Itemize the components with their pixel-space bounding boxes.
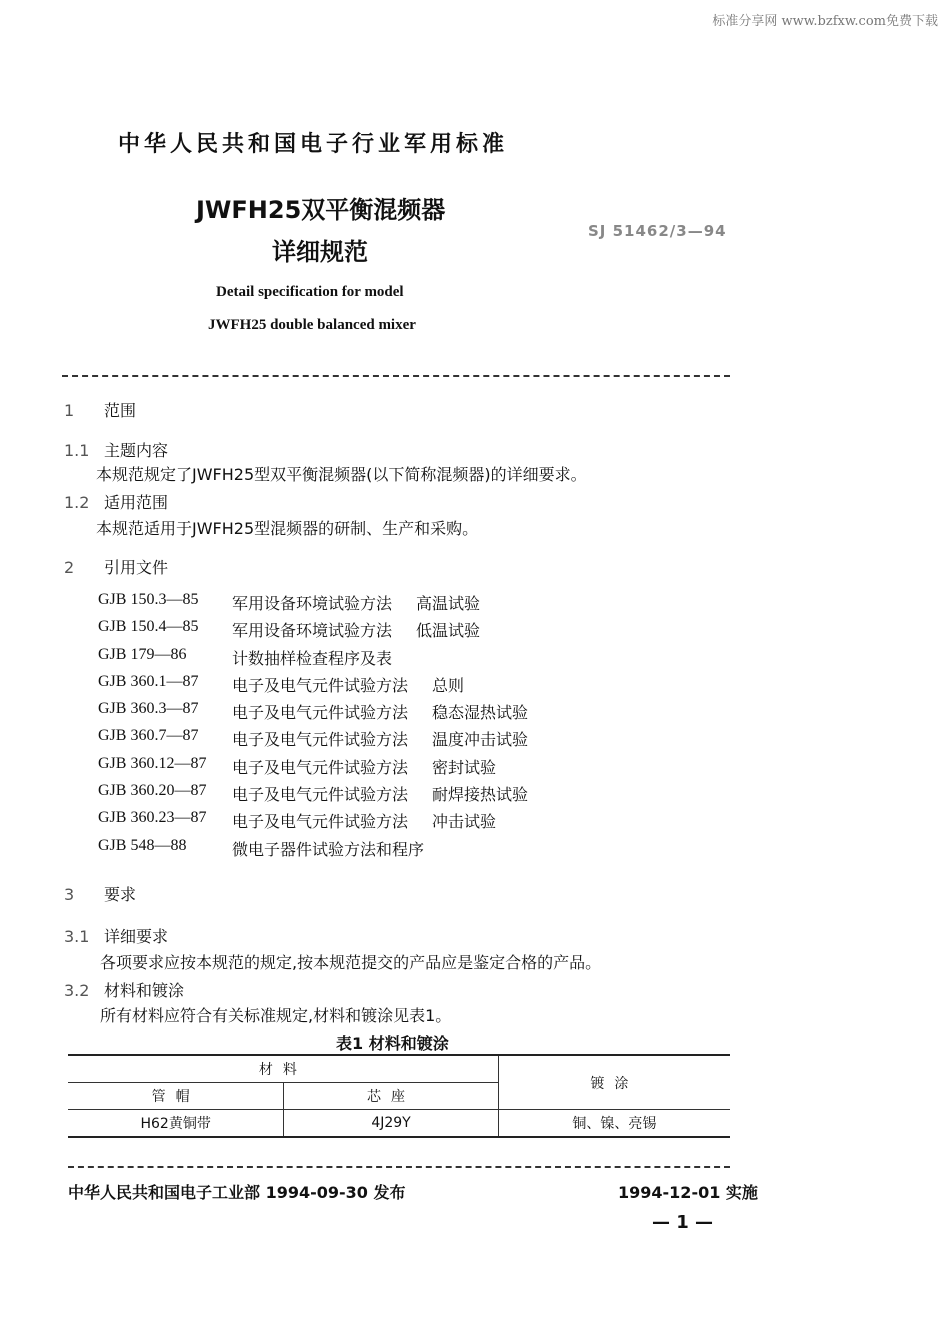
table-cell-cap: H62黄铜带 bbox=[68, 1110, 284, 1138]
reference-code: GJB 360.3—87 bbox=[98, 700, 199, 717]
table-header-cap: 管帽 bbox=[68, 1083, 284, 1110]
section-1-2-heading bbox=[64, 490, 168, 513]
section-title: 引用文件 bbox=[104, 558, 169, 577]
reference-subtitle: 低温试验 bbox=[416, 621, 481, 640]
table-header-core: 芯座 bbox=[284, 1083, 498, 1110]
section-number: 2 bbox=[64, 558, 75, 577]
section-title: 详细要求 bbox=[104, 927, 169, 946]
reference-code: GJB 360.12—87 bbox=[98, 755, 207, 772]
reference-title: 电子及电气元件试验方法 bbox=[232, 676, 409, 695]
section-number: 1 bbox=[64, 401, 75, 420]
table-row bbox=[68, 1110, 730, 1138]
section-number: 3.1 bbox=[64, 927, 90, 946]
section-1-1-heading bbox=[64, 438, 168, 461]
section-title: 材料和镀涂 bbox=[104, 981, 185, 1000]
section-number: 3.2 bbox=[64, 981, 90, 1000]
issued-date: 中华人民共和国电子工业部 1994-09-30 发布 bbox=[68, 1183, 406, 1202]
section-number: 3 bbox=[64, 885, 75, 904]
section-title: 范围 bbox=[104, 401, 137, 420]
section-title: 主题内容 bbox=[104, 441, 169, 460]
standard-header: 中华人民共和国电子行业军用标准 bbox=[118, 132, 509, 157]
reference-title: 电子及电气元件试验方法 bbox=[232, 703, 409, 722]
reference-code: GJB 360.20—87 bbox=[98, 782, 207, 799]
reference-code: GJB 360.23—87 bbox=[98, 809, 207, 826]
table-header-material: 材料 bbox=[68, 1055, 498, 1083]
title-divider bbox=[62, 375, 730, 377]
table-header-row bbox=[68, 1055, 730, 1083]
section-3-2-text: 所有材料应符合有关标准规定,材料和镀涂见表1。 bbox=[100, 1006, 452, 1025]
table-header-plating: 镀涂 bbox=[498, 1055, 730, 1110]
reference-title: 电子及电气元件试验方法 bbox=[232, 730, 409, 749]
english-title-line1: Detail specification for model bbox=[216, 284, 404, 300]
reference-title: 军用设备环境试验方法 bbox=[232, 594, 393, 613]
reference-subtitle: 密封试验 bbox=[432, 758, 497, 777]
reference-subtitle: 稳态湿热试验 bbox=[432, 703, 529, 722]
reference-code: GJB 360.1—87 bbox=[98, 673, 199, 690]
materials-table bbox=[68, 1054, 730, 1138]
reference-code: GJB 150.4—85 bbox=[98, 618, 199, 635]
english-title-line2: JWFH25 double balanced mixer bbox=[208, 317, 416, 333]
section-3-heading bbox=[64, 882, 136, 905]
section-number: 1.2 bbox=[64, 493, 90, 512]
reference-title: 微电子器件试验方法和程序 bbox=[232, 840, 425, 859]
section-title: 要求 bbox=[104, 885, 137, 904]
section-3-2-heading bbox=[64, 978, 184, 1001]
watermark: 标准分享网 www.bzfxw.com免费下载 bbox=[712, 14, 938, 29]
reference-subtitle: 冲击试验 bbox=[432, 812, 497, 831]
reference-code: GJB 179—86 bbox=[98, 646, 187, 663]
document-title: JWFH25双平衡混频器 bbox=[196, 196, 446, 224]
reference-code: GJB 150.3—85 bbox=[98, 591, 199, 608]
table-caption: 表1 材料和镀涂 bbox=[336, 1034, 449, 1053]
reference-code: GJB 360.7—87 bbox=[98, 727, 199, 744]
reference-subtitle: 耐焊接热试验 bbox=[432, 785, 529, 804]
table-cell-plating: 铜、镍、亮锡 bbox=[498, 1110, 730, 1138]
reference-title: 军用设备环境试验方法 bbox=[232, 621, 393, 640]
standard-number: SJ 51462/3—94 bbox=[588, 222, 727, 240]
footer-divider bbox=[68, 1166, 730, 1168]
section-3-1-heading bbox=[64, 924, 168, 947]
section-number: 1.1 bbox=[64, 441, 90, 460]
reference-title: 电子及电气元件试验方法 bbox=[232, 812, 409, 831]
reference-title: 电子及电气元件试验方法 bbox=[232, 785, 409, 804]
section-1-heading bbox=[64, 398, 136, 421]
effective-date: 1994-12-01 实施 bbox=[618, 1183, 758, 1202]
document-subtitle: 详细规范 bbox=[272, 238, 368, 266]
table-cell-core: 4J29Y bbox=[284, 1110, 498, 1138]
reference-code: GJB 548—88 bbox=[98, 837, 187, 854]
reference-title: 计数抽样检查程序及表 bbox=[232, 649, 393, 668]
section-1-2-text: 本规范适用于JWFH25型混频器的研制、生产和采购。 bbox=[96, 519, 479, 538]
section-1-1-text: 本规范规定了JWFH25型双平衡混频器(以下简称混频器)的详细要求。 bbox=[96, 465, 587, 484]
reference-title: 电子及电气元件试验方法 bbox=[232, 758, 409, 777]
page-number: — 1 — bbox=[652, 1212, 714, 1233]
reference-subtitle: 高温试验 bbox=[416, 594, 481, 613]
section-title: 适用范围 bbox=[104, 493, 169, 512]
reference-subtitle: 温度冲击试验 bbox=[432, 730, 529, 749]
reference-subtitle: 总则 bbox=[432, 676, 465, 695]
section-2-heading bbox=[64, 555, 168, 578]
section-3-1-text: 各项要求应按本规范的规定,按本规范提交的产品应是鉴定合格的产品。 bbox=[100, 953, 602, 972]
